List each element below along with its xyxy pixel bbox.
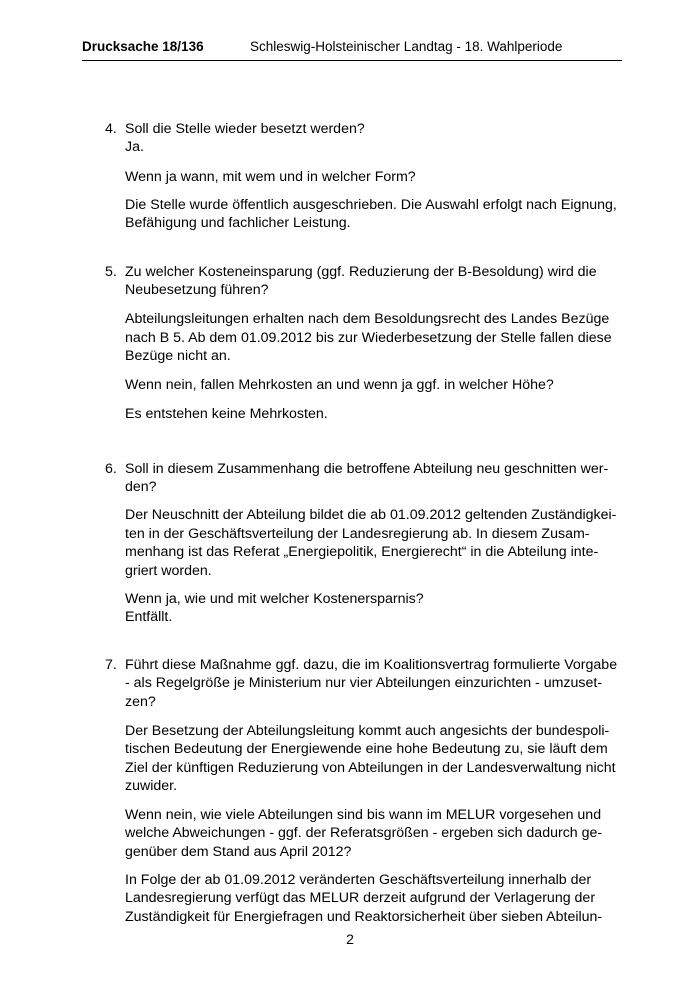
answer-text: welche Abweichungen - ggf. der Referatsgrößen - ergeben sich dadurch ge-: [125, 824, 603, 841]
answer-text: griert worden.: [125, 562, 212, 579]
header-rule: [82, 60, 622, 61]
answer-text: Wenn nein, fallen Mehrkosten an und wenn ja ggf. in welcher Höhe?: [125, 376, 554, 393]
answer-text: Abteilungsleitungen erhalten nach dem Besoldungsrecht des Landes Bezüge: [125, 310, 610, 327]
answer-text: In Folge der ab 01.09.2012 veränderten Geschäftsverteilung innerhalb der: [125, 871, 592, 888]
answer-text: Ziel der künftigen Reduzierung von Abteilungen in der Landesverwaltung nicht: [125, 759, 616, 776]
answer-text: Es entstehen keine Mehrkosten.: [125, 405, 328, 422]
answer-text: Der Besetzung der Abteilungsleitung kommt auch angesichts der bundespoli-: [125, 722, 610, 739]
answer-text: Ja.: [125, 138, 144, 155]
answer-text: ten in der Geschäftsverteilung der Landesregierung ab. In diesem Zusam-: [125, 525, 590, 542]
answer-text: Wenn ja, wie und mit welcher Kostenersparnis?: [125, 590, 424, 607]
question-text: Führt diese Maßnahme ggf. dazu, die im Koalitionsvertrag formulierte Vorgabe: [125, 656, 618, 673]
question-text: Zu welcher Kosteneinsparung (ggf. Reduzierung der B-Besoldung) wird die: [125, 263, 597, 280]
parliament-title: Schleswig-Holsteinischer Landtag - 18. Wahlperiode: [250, 39, 563, 54]
page-number: 2: [346, 931, 354, 947]
answer-text: tischen Bedeutung der Energiewende eine hohe Bedeutung zu, sie läuft dem: [125, 740, 608, 757]
question-number: 5.: [105, 263, 117, 280]
answer-text: Zuständigkeit für Energiefragen und Reaktorsicherheit über sieben Abteilun-: [125, 908, 603, 925]
answer-text: Befähigung und fachlicher Leistung.: [125, 214, 351, 231]
question-text: den?: [125, 478, 157, 495]
question-text: Soll die Stelle wieder besetzt werden?: [125, 120, 365, 137]
answer-text: Wenn nein, wie viele Abteilungen sind bis wann im MELUR vorgesehen und: [125, 806, 602, 823]
question-text: - als Regelgröße je Ministerium nur vier Abteilungen einzurichten - umzuset-: [125, 674, 603, 691]
document-number: Drucksache 18/136: [82, 39, 204, 54]
answer-text: Bezüge nicht an.: [125, 347, 231, 364]
answer-text: menhang ist das Referat „Energiepolitik, Energierecht“ in die Abteilung inte-: [125, 543, 599, 560]
question-text: Neubesetzung führen?: [125, 281, 269, 298]
question-text: Soll in diesem Zusammenhang die betroffene Abteilung neu geschnitten wer-: [125, 460, 609, 477]
answer-text: Wenn ja wann, mit wem und in welcher Form?: [125, 168, 416, 185]
answer-text: Der Neuschnitt der Abteilung bildet die ab 01.09.2012 geltenden Zuständigkei-: [125, 506, 617, 523]
question-text: zen?: [125, 693, 156, 710]
question-number: 6.: [105, 460, 117, 477]
answer-text: nach B 5. Ab dem 01.09.2012 bis zur Wiederbesetzung der Stelle fallen diese: [125, 329, 612, 346]
question-number: 4.: [105, 120, 117, 137]
answer-text: Landesregierung verfügt das MELUR derzeit aufgrund der Verlagerung der: [125, 889, 596, 906]
answer-text: Die Stelle wurde öffentlich ausgeschrieben. Die Auswahl erfolgt nach Eignung,: [125, 196, 617, 213]
answer-text: genüber dem Stand aus April 2012?: [125, 843, 352, 860]
question-number: 7.: [105, 656, 117, 673]
answer-text: zuwider.: [125, 777, 178, 794]
answer-text: Entfällt.: [125, 608, 173, 625]
